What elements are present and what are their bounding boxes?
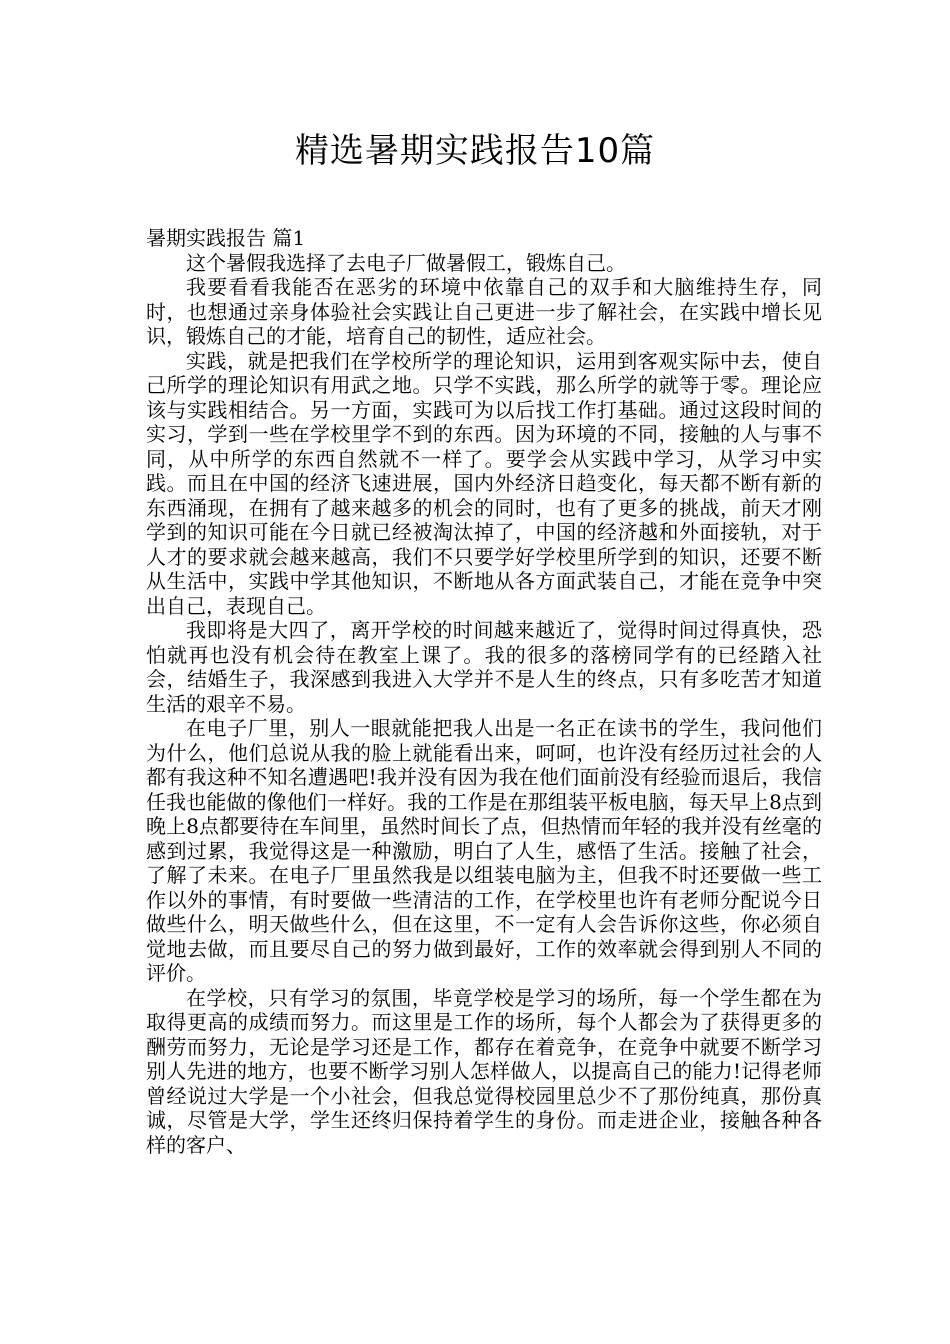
paragraph-5: 在电子厂里，别人一眼就能把我人出是一名正在读书的学生，我问他们为什么，他们总说从我的脸上就能看出来，呵呵，也许没有经历过社会的人都有我这种不知名遭遇吧!我并没有因为我在他们面前没有经验而退后，我信任我也能做的像他们一样好。我的工作是在那组装平板电脑，每天早上8点到晚上8点都要待在车间里，虽然时间长了点，但热情而年轻的我并没有丝毫的感到过累，我觉得这是一种激励，明白了人生，感悟了生活。接触了社会，了解了未来。在电子厂里虽然我是以组装电脑为主，但我不时还要做一些工作以外的事情，有时要做一些清洁的工作，在学校里也许有老师分配说今日做些什么，明天做些什么，但在这里，不一定有人会告诉你这些，你必须自觉地去做，而且要尽自己的努力做到最好，工作的效率就会得到别人不同的评价。 <box>146 716 822 985</box>
paragraph-6: 在学校，只有学习的氛围，毕竟学校是学习的场所，每一个学生都在为取得更高的成绩而努力。而这里是工作的场所，每个人都会为了获得更多的酬劳而努力，无论是学习还是工作，都存在着竞争，在竞争中就要不断学习别人先进的地方，也要不断学习别人怎样做人，以提高自己的能力!记得老师曾经说过大学是一个小社会，但我总觉得校园里总少不了那份纯真，那份真诚，尽管是大学，学生还终归保持着学生的身份。而走进企业，接触各种各样的客户、 <box>146 985 822 1157</box>
section-heading: 暑期实践报告 篇1 <box>146 226 306 250</box>
paragraph-1: 这个暑假我选择了去电子厂做暑假工，锻炼自己。 <box>186 250 626 275</box>
document-body <box>146 226 822 1157</box>
paragraph-2: 我要看看我能否在恶劣的环境中依靠自己的双手和大脑维持生存，同时，也想通过亲身体验社会实践让自己更进一步了解社会，在实践中增长见识，锻炼自己的才能，培育自己的韧性，适应社会。 <box>146 275 822 348</box>
paragraph-4: 我即将是大四了，离开学校的时间越来越近了，觉得时间过得真快，恐怕就再也没有机会待在教室上课了。我的很多的落榜同学有的已经踏入社会，结婚生子，我深感到我进入大学并不是人生的终点，只有多吃苦才知道生活的艰辛不易。 <box>146 618 822 716</box>
paragraph-3: 实践，就是把我们在学校所学的理论知识，运用到客观实际中去，使自己所学的理论知识有用武之地。只学不实践，那么所学的就等于零。理论应该与实践相结合。另一方面，实践可为以后找工作打基础。通过这段时间的实习，学到一些在学校里学不到的东西。因为环境的不同，接触的人与事不同，从中所学的东西自然就不一样了。要学会从实践中学习，从学习中实践。而且在中国的经济飞速进展，国内外经济日趋变化，每天都不断有新的东西涌现，在拥有了越来越多的机会的同时，也有了更多的挑战，前天才刚学到的知识可能在今日就已经被淘汰掉了，中国的经济越和外面接轨，对于人才的要求就会越来越高，我们不只要学好学校里所学到的知识，还要不断从生活中，实践中学其他知识，不断地从各方面武装自己，才能在竞争中突出自己，表现自己。 <box>146 348 822 618</box>
document-title: 精选暑期实践报告10篇 <box>294 131 656 171</box>
